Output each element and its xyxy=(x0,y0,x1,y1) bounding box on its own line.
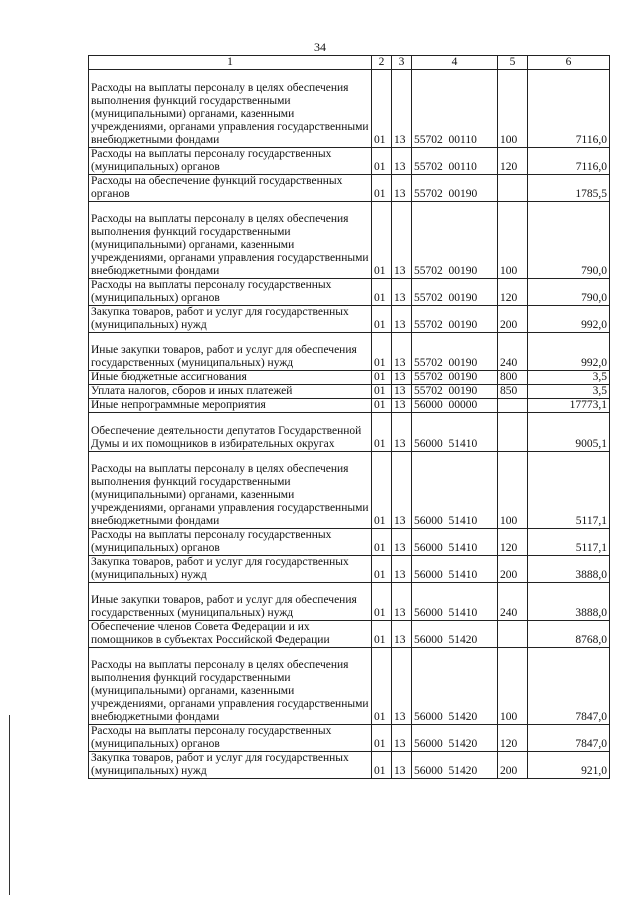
row-subsection-cell: 13 xyxy=(392,175,412,202)
row-target-article-cell: 55702 00110 xyxy=(412,148,498,175)
table-row xyxy=(89,556,610,583)
table-row xyxy=(89,648,610,725)
table-row xyxy=(89,583,610,621)
row-section-cell: 01 xyxy=(372,175,392,202)
row-target-article-cell: 56000 51420 xyxy=(412,725,498,752)
row-name-cell: Расходы на выплаты персоналу в целях обеспечения выполнения функций государственными (муниципальными) органами, казенными учреждениями, органами управления государственными внебюджетными фондами xyxy=(89,452,372,529)
row-target-article-cell: 55702 00190 xyxy=(412,202,498,279)
row-target-article-cell: 55702 00190 xyxy=(412,385,498,399)
row-name-cell: Расходы на выплаты персоналу государственных (муниципальных) органов xyxy=(89,148,372,175)
row-name-cell: Обеспечение членов Совета Федерации и их помощников в субъектах Российской Федерации xyxy=(89,621,372,648)
row-amount-cell: 992,0 xyxy=(528,333,610,371)
row-section-cell: 01 xyxy=(372,583,392,621)
header-col-5: 5 xyxy=(498,56,528,70)
row-target-article-cell: 56000 51410 xyxy=(412,583,498,621)
row-target-article-cell: 55702 00190 xyxy=(412,371,498,385)
row-section-cell: 01 xyxy=(372,371,392,385)
row-section-cell: 01 xyxy=(372,202,392,279)
table-body xyxy=(89,70,610,779)
row-name-cell: Расходы на выплаты персоналу государственных (муниципальных) органов xyxy=(89,529,372,556)
row-subsection-cell: 13 xyxy=(392,385,412,399)
row-name-cell: Расходы на выплаты персоналу государственных (муниципальных) органов xyxy=(89,279,372,306)
row-subsection-cell: 13 xyxy=(392,648,412,725)
row-subsection-cell: 13 xyxy=(392,556,412,583)
row-target-article-cell: 56000 00000 xyxy=(412,399,498,413)
row-section-cell: 01 xyxy=(372,725,392,752)
row-name-cell: Иные непрограммные мероприятия xyxy=(89,399,372,413)
row-amount-cell: 3888,0 xyxy=(528,556,610,583)
row-amount-cell: 8768,0 xyxy=(528,621,610,648)
row-expense-type-cell xyxy=(498,413,528,452)
row-section-cell: 01 xyxy=(372,148,392,175)
table-row xyxy=(89,752,610,779)
header-col-6: 6 xyxy=(528,56,610,70)
row-target-article-cell: 56000 51410 xyxy=(412,556,498,583)
row-expense-type-cell xyxy=(498,399,528,413)
row-section-cell: 01 xyxy=(372,752,392,779)
row-expense-type-cell: 120 xyxy=(498,725,528,752)
row-amount-cell: 5117,1 xyxy=(528,452,610,529)
table-header-row xyxy=(89,56,610,70)
row-subsection-cell: 13 xyxy=(392,279,412,306)
row-target-article-cell: 55702 00190 xyxy=(412,306,498,333)
row-name-cell: Закупка товаров, работ и услуг для государственных (муниципальных) нужд xyxy=(89,752,372,779)
row-expense-type-cell xyxy=(498,621,528,648)
row-section-cell: 01 xyxy=(372,306,392,333)
row-expense-type-cell: 800 xyxy=(498,371,528,385)
row-subsection-cell: 13 xyxy=(392,413,412,452)
page-number: 34 xyxy=(314,40,326,54)
table-row xyxy=(89,202,610,279)
row-subsection-cell: 13 xyxy=(392,202,412,279)
row-amount-cell: 7116,0 xyxy=(528,70,610,148)
row-expense-type-cell: 200 xyxy=(498,306,528,333)
table-row xyxy=(89,621,610,648)
row-expense-type-cell: 240 xyxy=(498,583,528,621)
row-expense-type-cell: 100 xyxy=(498,70,528,148)
row-amount-cell: 9005,1 xyxy=(528,413,610,452)
header-col-1: 1 xyxy=(89,56,372,70)
table-row xyxy=(89,279,610,306)
row-name-cell: Уплата налогов, сборов и иных платежей xyxy=(89,385,372,399)
row-section-cell: 01 xyxy=(372,648,392,725)
row-name-cell: Иные закупки товаров, работ и услуг для обеспечения государственных (муниципальных) нужд xyxy=(89,583,372,621)
row-target-article-cell: 56000 51410 xyxy=(412,529,498,556)
row-expense-type-cell: 100 xyxy=(498,452,528,529)
row-name-cell: Расходы на обеспечение функций государственных органов xyxy=(89,175,372,202)
header-col-4: 4 xyxy=(412,56,498,70)
row-amount-cell: 5117,1 xyxy=(528,529,610,556)
row-amount-cell: 3,5 xyxy=(528,371,610,385)
row-subsection-cell: 13 xyxy=(392,725,412,752)
row-subsection-cell: 13 xyxy=(392,333,412,371)
row-name-cell: Расходы на выплаты персоналу государственных (муниципальных) органов xyxy=(89,725,372,752)
row-subsection-cell: 13 xyxy=(392,70,412,148)
table-row xyxy=(89,333,610,371)
row-section-cell: 01 xyxy=(372,621,392,648)
table-row xyxy=(89,306,610,333)
row-expense-type-cell: 200 xyxy=(498,556,528,583)
row-name-cell: Расходы на выплаты персоналу в целях обеспечения выполнения функций государственными (муниципальными) органами, казенными учреждениями, органами управления государственными внебюджетными фондами xyxy=(89,202,372,279)
row-amount-cell: 7847,0 xyxy=(528,725,610,752)
row-amount-cell: 17773,1 xyxy=(528,399,610,413)
row-section-cell: 01 xyxy=(372,413,392,452)
row-amount-cell: 921,0 xyxy=(528,752,610,779)
row-expense-type-cell: 120 xyxy=(498,279,528,306)
row-target-article-cell: 56000 51420 xyxy=(412,621,498,648)
row-name-cell: Закупка товаров, работ и услуг для государственных (муниципальных) нужд xyxy=(89,556,372,583)
row-expense-type-cell: 850 xyxy=(498,385,528,399)
row-section-cell: 01 xyxy=(372,385,392,399)
row-amount-cell: 1785,5 xyxy=(528,175,610,202)
table-row xyxy=(89,385,610,399)
table-row xyxy=(89,529,610,556)
row-expense-type-cell xyxy=(498,175,528,202)
header-col-2: 2 xyxy=(372,56,392,70)
header-col-3: 3 xyxy=(392,56,412,70)
row-target-article-cell: 55702 00190 xyxy=(412,175,498,202)
row-subsection-cell: 13 xyxy=(392,452,412,529)
row-amount-cell: 7847,0 xyxy=(528,648,610,725)
row-subsection-cell: 13 xyxy=(392,148,412,175)
row-section-cell: 01 xyxy=(372,399,392,413)
row-section-cell: 01 xyxy=(372,70,392,148)
row-amount-cell: 3888,0 xyxy=(528,583,610,621)
budget-table xyxy=(88,55,610,779)
row-amount-cell: 790,0 xyxy=(528,202,610,279)
row-name-cell: Закупка товаров, работ и услуг для государственных (муниципальных) нужд xyxy=(89,306,372,333)
row-section-cell: 01 xyxy=(372,556,392,583)
row-target-article-cell: 55702 00190 xyxy=(412,333,498,371)
row-section-cell: 01 xyxy=(372,279,392,306)
row-subsection-cell: 13 xyxy=(392,529,412,556)
row-subsection-cell: 13 xyxy=(392,371,412,385)
row-section-cell: 01 xyxy=(372,452,392,529)
row-target-article-cell: 55702 00190 xyxy=(412,279,498,306)
row-amount-cell: 992,0 xyxy=(528,306,610,333)
table-row xyxy=(89,725,610,752)
row-subsection-cell: 13 xyxy=(392,752,412,779)
row-target-article-cell: 56000 51410 xyxy=(412,452,498,529)
row-subsection-cell: 13 xyxy=(392,583,412,621)
table-row xyxy=(89,175,610,202)
row-name-cell: Иные закупки товаров, работ и услуг для обеспечения государственных (муниципальных) нужд xyxy=(89,333,372,371)
table-row xyxy=(89,371,610,385)
row-name-cell: Обеспечение деятельности депутатов Государственной Думы и их помощников в избирательных округах xyxy=(89,413,372,452)
row-subsection-cell: 13 xyxy=(392,621,412,648)
row-subsection-cell: 13 xyxy=(392,306,412,333)
table-row xyxy=(89,399,610,413)
table-row xyxy=(89,148,610,175)
row-expense-type-cell: 200 xyxy=(498,752,528,779)
row-name-cell: Расходы на выплаты персоналу в целях обеспечения выполнения функций государственными (муниципальными) органами, казенными учреждениями, органами управления государственными внебюджетными фондами xyxy=(89,70,372,148)
row-expense-type-cell: 240 xyxy=(498,333,528,371)
row-name-cell: Расходы на выплаты персоналу в целях обеспечения выполнения функций государственными (муниципальными) органами, казенными учреждениями, органами управления государственными внебюджетными фондами xyxy=(89,648,372,725)
table-row xyxy=(89,70,610,148)
row-target-article-cell: 56000 51410 xyxy=(412,413,498,452)
row-section-cell: 01 xyxy=(372,529,392,556)
row-section-cell: 01 xyxy=(372,333,392,371)
table-row xyxy=(89,452,610,529)
row-target-article-cell: 55702 00110 xyxy=(412,70,498,148)
row-subsection-cell: 13 xyxy=(392,399,412,413)
row-expense-type-cell: 100 xyxy=(498,202,528,279)
row-target-article-cell: 56000 51420 xyxy=(412,648,498,725)
row-amount-cell: 7116,0 xyxy=(528,148,610,175)
row-amount-cell: 3,5 xyxy=(528,385,610,399)
row-name-cell: Иные бюджетные ассигнования xyxy=(89,371,372,385)
row-expense-type-cell: 100 xyxy=(498,648,528,725)
row-target-article-cell: 56000 51420 xyxy=(412,752,498,779)
row-expense-type-cell: 120 xyxy=(498,148,528,175)
table-row xyxy=(89,413,610,452)
row-amount-cell: 790,0 xyxy=(528,279,610,306)
row-expense-type-cell: 120 xyxy=(498,529,528,556)
margin-line xyxy=(9,715,10,895)
